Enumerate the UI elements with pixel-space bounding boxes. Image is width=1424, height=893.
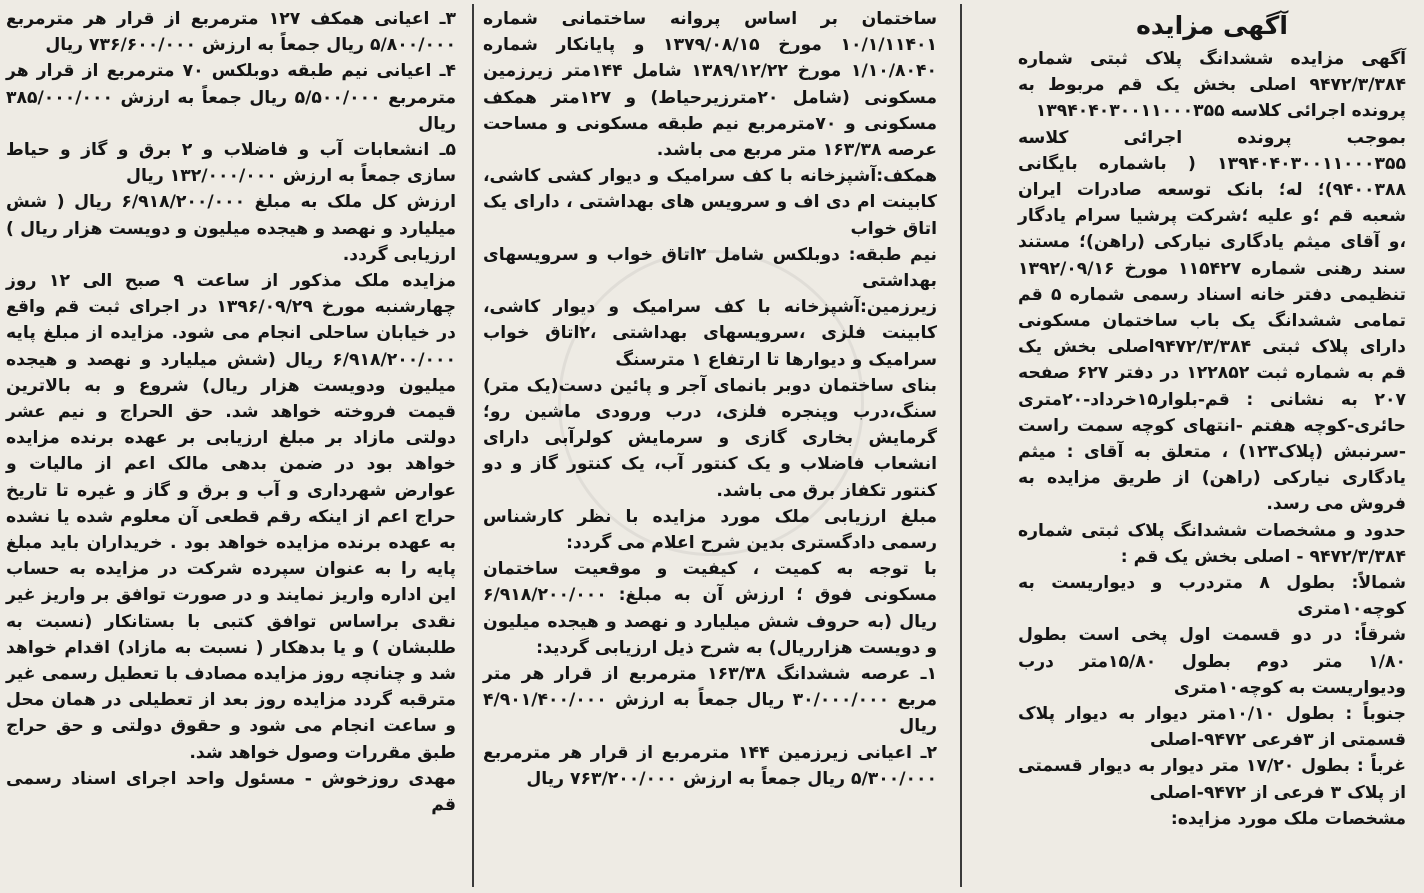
paragraph: ۲ـ اعیانی زیرزمین ۱۴۴ مترمربع از قرار هر مترمربع ۵/۳۰۰/۰۰۰ ریال جمعاً به ارزش ۷۶۳/۲۰۰/۰۰۰ ریال [483, 742, 937, 789]
paragraph: نیم طبقه: دوبلکس شامل ۲اتاق خواب و سرویسهای بهداشتی [483, 244, 937, 292]
paragraph: ساختمان بر اساس پروانه ساختمانی شماره ۱۰/۱/۱۱۴۰۱ مورخ ۱۳۷۹/۰۸/۱۵ و پایانکار شماره ۱/۱۰/۸۰۴۰ مورخ ۱۳۸۹/۱۲/۲۲ شامل ۱۴۴متر زیرزمین مسکونی (شامل ۲۰مترزیرحیاط) و ۱۲۷متر همکف مسکونی و ۷۰مترمربع نیم طبقه مسکونی و مساحت عرصه ۱۶۳/۳۸ متر مربع می باشد. [483, 9, 938, 161]
paragraph: بنای ساختمان دوبر بانمای آجر و پائین دست(یک متر) سنگ،درب وپنجره فلزی، درب ورودی ماشین رو؛ گرمایش بخاری گازی و سرمایش کولرآبی دارای انشعاب فاضلاب و یک کنتور آب، یک کنتور گاز و دو کنتور تکفاز برق می باشد. [483, 375, 937, 501]
paragraph: مزایده ملک مذکور از ساعت ۹ صبح الی ۱۲ روز چهارشنبه مورخ ۱۳۹۶/۰۹/۲۹ در اجرای ثبت قم واقع در خیابان ساحلی انجام می شود. مزایده از مبلغ پایه ۶/۹۱۸/۲۰۰/۰۰۰ ریال (شش میلیارد و نهصد و هیجده میلیون ودویست هزار ریال) شروع و به بالاترین قیمت فروخته خواهد شد. حق الحراج و نیم عشر دولتی مازاد بر مبلغ ارزیابی بر عهده برنده مزایده خواهد بود در ضمن بدهی مالک اعم از مالیات و عوارض شهرداری و آب و برق و گاز و غیره تا تاریخ حراج اعم از اینکه رقم قطعی آن معلوم شده یا نشده به عهده برنده مزایده خواهد بود . خریداران باید مبلغ پایه را به عنوان سپرده شرکت در مزایده به حساب این اداره واریز نمایند و در صورت توافق بر واریز غیر نقدی براساس توافق کتبی با بستانکار (نسبت به طلبشان ) و یا بدهکار ( نسبت به مازاد) اقدام خواهد شد و چنانچه روز مزایده مصادف با تعطیل رسمی غیر مترقبه گردد مزایده روز بعد از تعطیلی در همان محل و ساعت انجام می شود و حقوق دولتی و حق حراج طبق مقررات وصول خواهد شد. [6, 271, 457, 763]
signature-line: مهدی روزخوش - مسئول واحد اجرای اسناد رسمی قم [6, 768, 456, 816]
paragraph: با توجه به کمیت ، کیفیت و موقعیت ساختمان مسکونی فوق ؛ ارزش آن به مبلغ: ۶/۹۱۸/۲۰۰/۰۰۰ ریال (به حروف شش میلیارد و نهصد و هیجده میلیون و دویست هزارریال) به شرح ذیل ارزیابی گردید: [483, 559, 937, 658]
paragraph: ۳ـ اعیانی همکف ۱۲۷ مترمربع از قرار هر مترمربع ۵/۸۰۰/۰۰۰ ریال جمعاً به ارزش ۷۳۶/۶۰۰/۰۰۰ ریال [6, 9, 456, 56]
paragraph: ۴ـ اعیانی نیم طبقه دوبلکس ۷۰ مترمربع از قرار هر مترمربع ۵/۵۰۰/۰۰۰ ریال جمعاً به ارزش ۳۸۵/۰۰۰/۰۰۰ ریال [6, 61, 456, 134]
column-middle [477, 6, 943, 885]
paragraph: غرباً : بطول ۱۷/۲۰ متر دیوار به دیوار قسمتی از پلاک ۳ فرعی از ۹۴۷۲-اصلی [1018, 756, 1406, 803]
column-left [0, 6, 462, 885]
paragraph: ارزش کل ملک به مبلغ ۶/۹۱۸/۲۰۰/۰۰۰ ریال ( شش میلیارد و نهصد و هیجده میلیون و دویست هزار ریال ) ارزیابی گردد. [6, 192, 456, 265]
paragraph: ۵ـ انشعابات آب و فاضلاب و ۲ برق و گاز و حیاط سازی جمعاً به ارزش ۱۳۲/۰۰۰/۰۰۰ ریال [6, 140, 456, 187]
paragraph: مبلغ ارزیابی ملک مورد مزایده با نظر کارشناس رسمی دادگستری بدین شرح اعلام می گردد: [483, 506, 937, 554]
paragraph: زیرزمین:آشپزخانه با کف سرامیک و دیوار کاشی، کابینت فلزی ،سرویسهای بهداشتی ،۲اتاق خواب سرامیک و دیوارها تا ارتفاع ۱ مترسنگ [483, 297, 937, 370]
paragraph: همکف:آشپزخانه با کف سرامیک و دیوار کشی کاشی، کابینت ام دی اف و سرویس های بهداشتی ، دارای یک اتاق خواب [483, 166, 937, 239]
paragraph: آگهی مزایده ششدانگ پلاک ثبتی شماره ۹۴۷۲/۳/۳۸۴ اصلی بخش یک قم مربوط به پرونده اجرائی کلاسه ۱۳۹۴۰۴۰۳۰۰۱۱۰۰۰۳۵۵ [1018, 49, 1406, 122]
paragraph: حدود و مشخصات ششدانگ پلاک ثبتی شماره ۹۴۷۲/۳/۳۸۴ - اصلی بخش یک قم : [1018, 520, 1406, 567]
paragraph: شمالاً: بطول ۸ متردرب و دیواریست به کوچه۱۰متری [1018, 573, 1406, 620]
paragraph: مشخصات ملک مورد مزایده: [1170, 808, 1406, 829]
paragraph: بموجب پرونده اجرائی کلاسه ۱۳۹۴۰۴۰۳۰۰۱۱۰۰۰۳۵۵ ( باشماره بایگانی ۹۴۰۰۳۸۸)؛ له؛ بانک توسعه صادرات ایران شعبه قم ؛و علیه ؛شرکت پرشیا سرام یادگار ،و آقای میثم یادگاری نیارکی (راهن)؛ مستند سند رهنی شماره ۱۱۵۴۲۷ مورخ ۱۳۹۲/۰۹/۱۶ تنظیمی دفتر خانه اسناد رسمی شماره ۵ قم تمامی ششدانگ یک باب ساختمان مسکونی دارای پلاک ثبتی ۹۴۷۲/۳/۳۸۴اصلی بخش یک قم به شماره ثبت ۱۲۲۸۵۲ در دفتر ۶۲۷ صفحه ۲۰۷ به نشانی : قم-بلوار۱۵خرداد-۲۰متری حائری-کوچه هفتم -انتهای کوچه سمت راست -سرنبش (پلاک۱۲۳) ، متعلق به آقای : میثم یادگاری نیارکی (راهن) از طریق مزایده به فروش می رسد. [1018, 127, 1407, 515]
column-divider [472, 4, 474, 887]
paragraph: شرقاً: در دو قسمت اول پخی است بطول ۱/۸۰ متر دوم بطول ۱۵/۸۰متر درب ودیواریست به کوچه۱۰متری [1018, 625, 1406, 698]
notice-title: آگهی مزایده [1136, 11, 1288, 40]
column-divider [960, 4, 962, 887]
column-right [1012, 6, 1412, 885]
paragraph: ۱ـ عرصه ششدانگ ۱۶۳/۳۸ مترمربع از قرار هر متر مربع ۳۰/۰۰۰/۰۰۰ ریال جمعاً به ارزش ۴/۹۰۱/۴۰۰/۰۰۰ ریال [483, 664, 937, 737]
paragraph: جنوباً : بطول ۱۰/۱۰متر دیوار به دیوار پلاک قسمتی از ۳فرعی ۹۴۷۲-اصلی [1018, 704, 1407, 751]
